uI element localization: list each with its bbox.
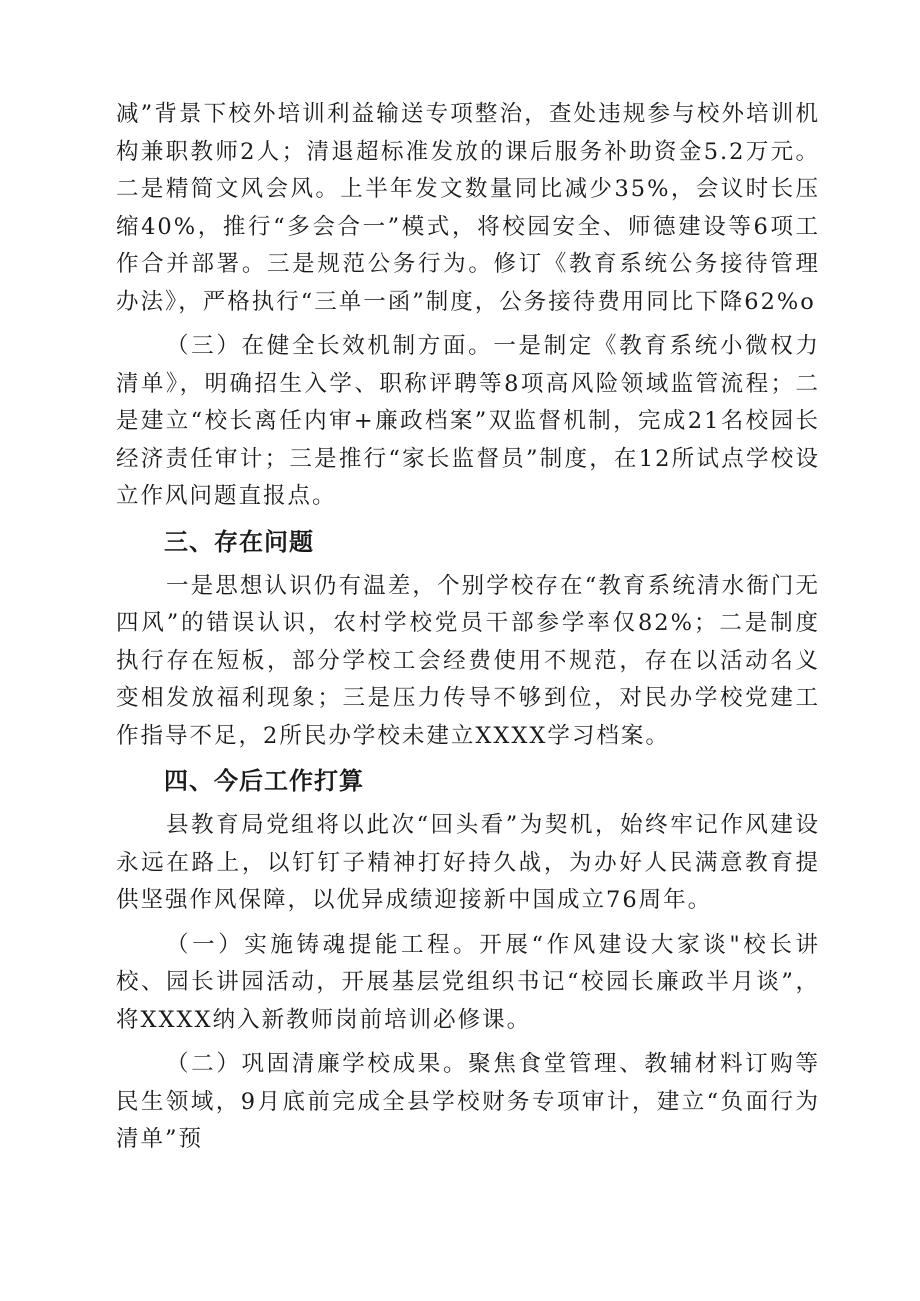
body-paragraph-5: （一）实施铸魂提能工程。开展“作风建设大家谈"校长讲校、园长讲园活动，开展基层党组织书记“校园长廉政半月谈”，将XXXX纳入新教师岗前培训必修课。: [116, 931, 820, 1033]
body-paragraph-1: 减”背景下校外培训利益输送专项整治，查处违规参与校外培训机构兼职教师2人；清退超标准发放的课后服务补助资金5.2万元。二是精简文风会风。上半年发文数量同比减少35%，会议时长压缩40%，推行“多会合一”模式，将校园安全、师德建设等6项工作合并部署。三是规范公务行为。修订《教育系统公务接待管理办法》，严格执行“三单一函”制度，公务接待费用同比下降62%o: [116, 101, 820, 315]
body-paragraph-3: 一是思想认识仍有温差，个别学校存在“教育系统清水衙门无四风”的错误认识，农村学校党员干部参学率仅82%；二是制度执行存在短板，部分学校工会经费使用不规范，存在以活动名义变相发放福利现象；三是压力传导不够到位，对民办学校党建工作指导不足，2所民办学校未建立XXXX学习档案。: [116, 572, 820, 749]
section-heading-problems: 三、存在问题: [164, 527, 314, 556]
body-paragraph-2: （三）在健全长效机制方面。一是制定《教育系统小微权力清单》，明确招生入学、职称评聘等8项高风险领域监管流程；二是建立“校长离任内审+廉政档案”双监督机制，完成21名校园长经济责任审计；三是推行“家长监督员”制度，在12所试点学校设立作风问题直报点。: [116, 333, 820, 509]
body-paragraph-4: 县教育局党组将以此次“回头看”为契机，始终牢记作风建设永远在路上，以钉钉子精神打好持久战，为办好人民满意教育提供坚强作风保障，以优异成绩迎接新中国成立76周年。: [116, 812, 820, 913]
section-heading-plans: 四、今后工作打算: [164, 767, 364, 795]
body-paragraph-6: （二）巩固清廉学校成果。聚焦食堂管理、教辅材料订购等民生领域，9月底前完成全县学校财务专项审计，建立“负面行为清单”预: [116, 1051, 820, 1152]
